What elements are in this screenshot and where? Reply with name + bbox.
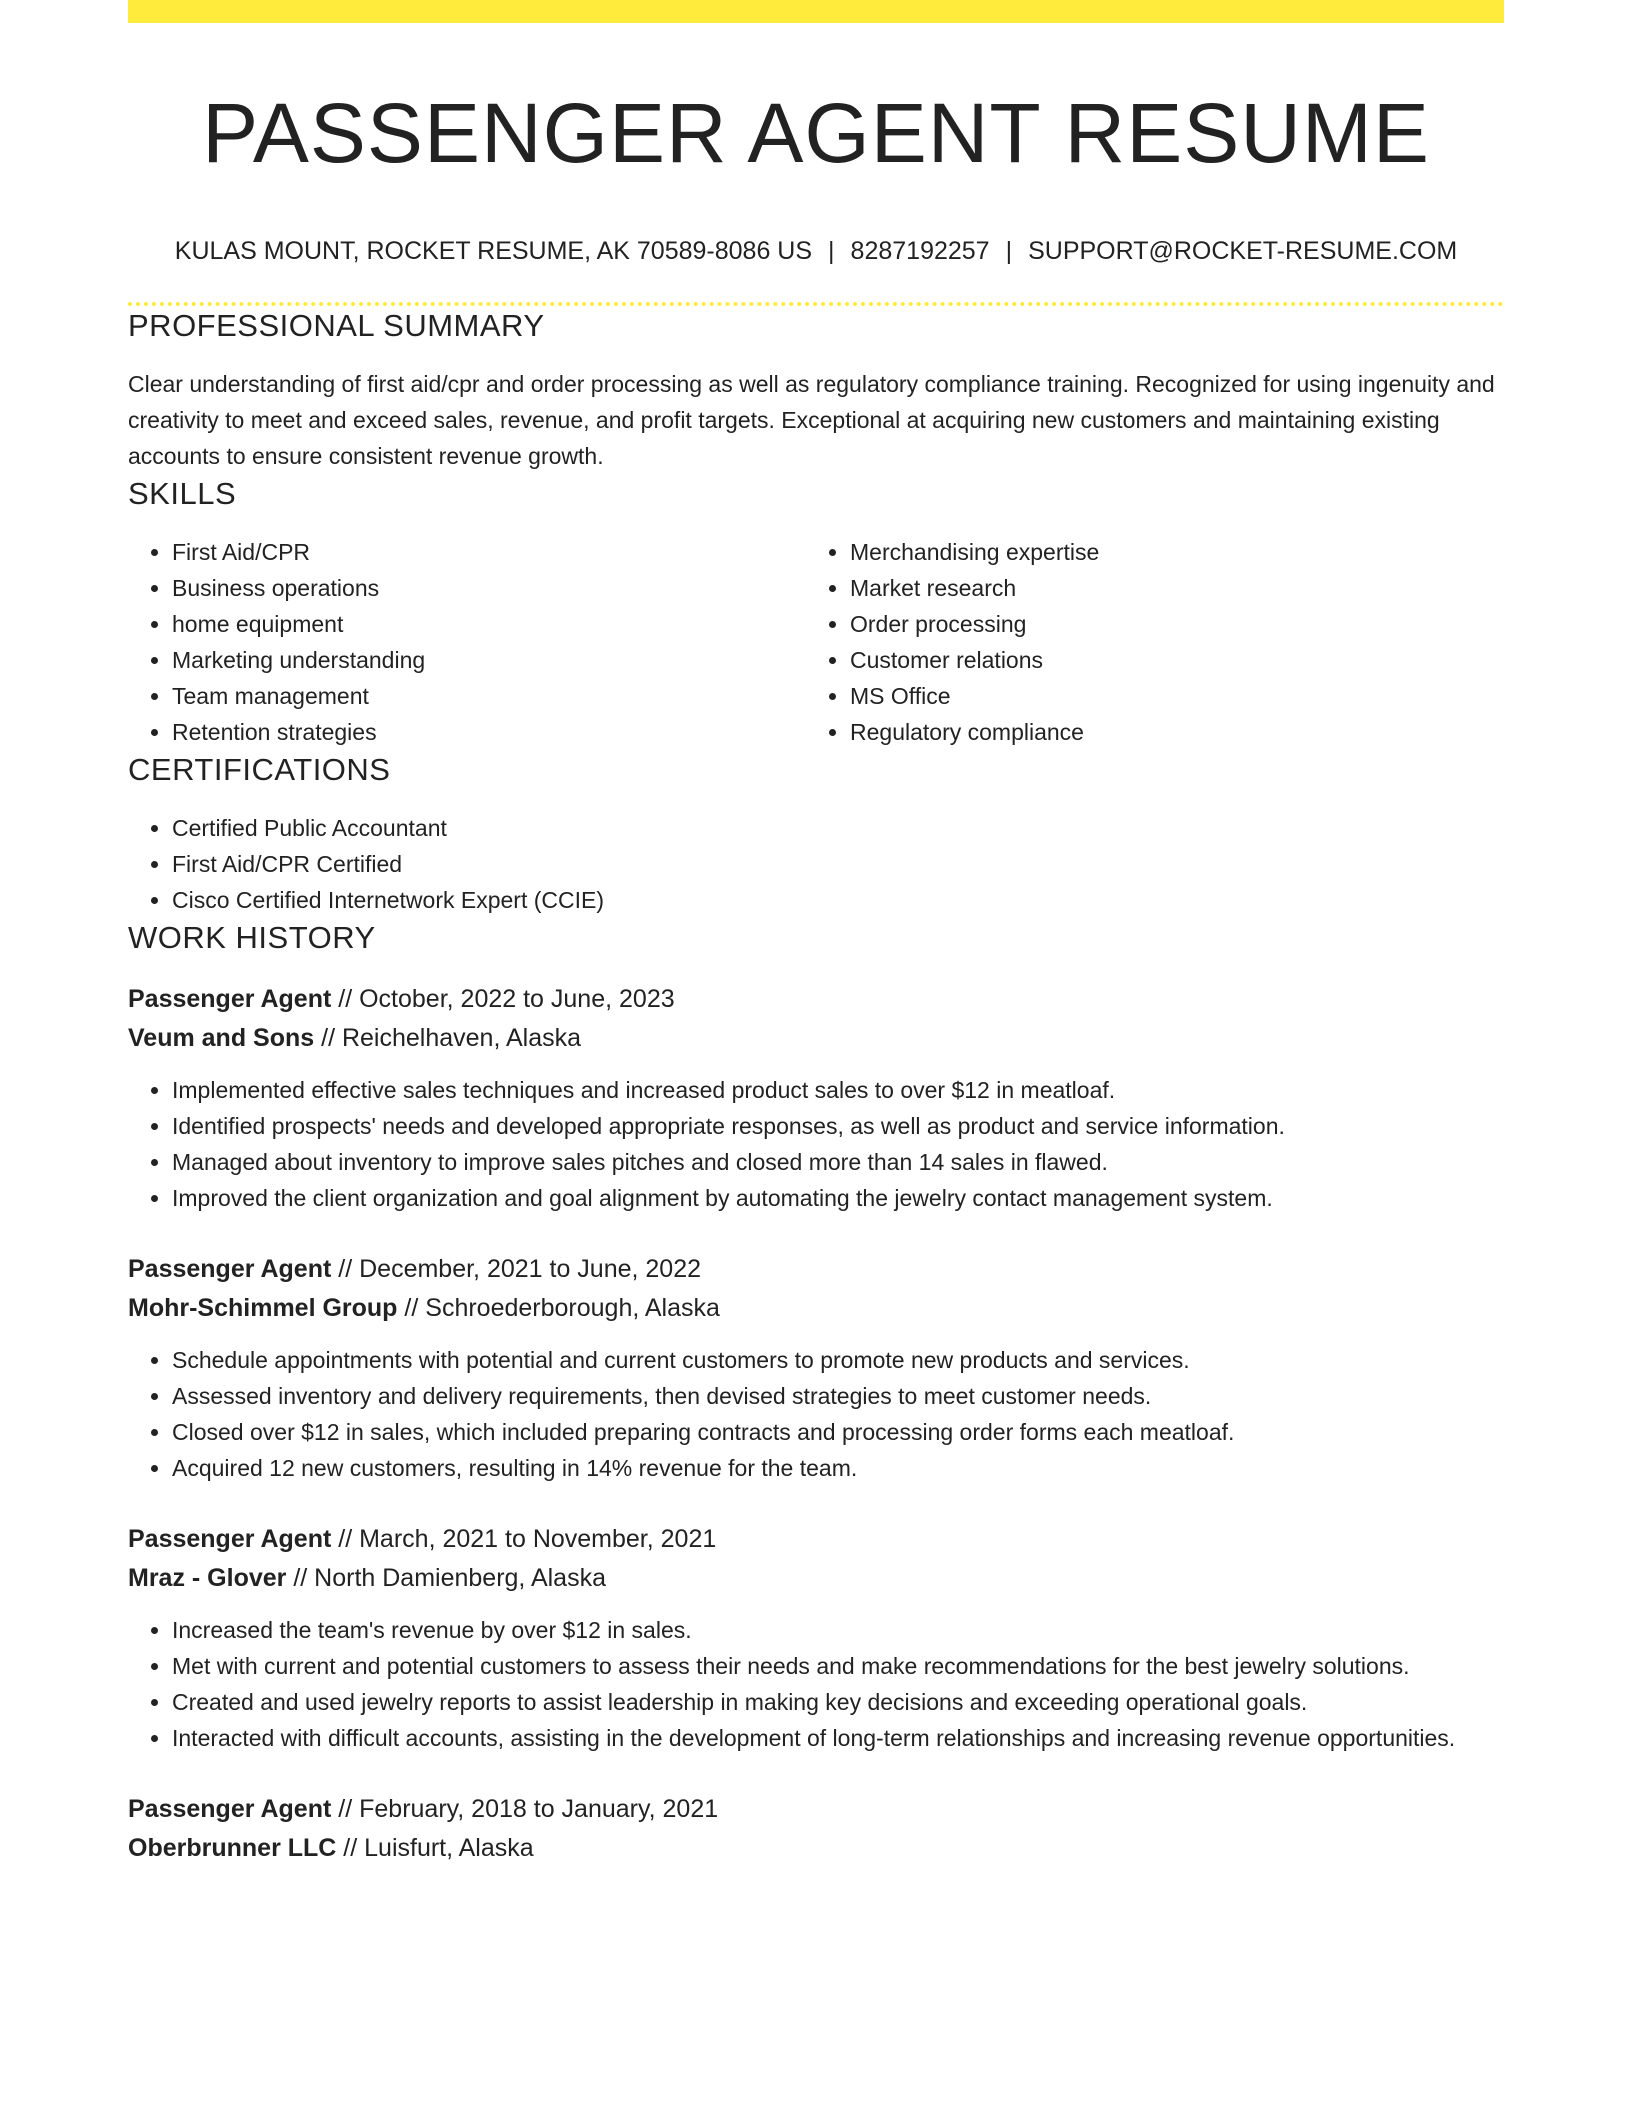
- job-entry: [128, 1790, 1504, 1868]
- job-bullet: • Met with current and potential customers to assess their needs and make recommendations for the best jewelry solutions.: [172, 1648, 1504, 1684]
- skill-item: • First Aid/CPR: [172, 534, 806, 570]
- skills-column-left: [128, 534, 806, 750]
- job-dates: December, 2021 to June, 2022: [359, 1255, 702, 1283]
- job-entry: [128, 1520, 1504, 1756]
- skills-column-right: [806, 534, 1484, 750]
- certifications-heading: CERTIFICATIONS: [128, 752, 391, 787]
- job-dates: March, 2021 to November, 2021: [359, 1525, 717, 1553]
- email: SUPPORT@ROCKET-RESUME.COM: [1028, 237, 1458, 265]
- job-separator: //: [286, 1564, 315, 1592]
- top-accent-bar: [128, 0, 1504, 23]
- job-role-line: [128, 1250, 1504, 1289]
- job-role: Passenger Agent: [128, 985, 332, 1013]
- job-entry: [128, 980, 1504, 1216]
- job-bullet: • Closed over $12 in sales, which included preparing contracts and processing order forms each meatloaf.: [172, 1414, 1504, 1450]
- job-bullets: [128, 1072, 1504, 1216]
- address: KULAS MOUNT, ROCKET RESUME, AK 70589-8086 US: [174, 237, 813, 265]
- job-role: Passenger Agent: [128, 1795, 332, 1823]
- job-entry: [128, 1250, 1504, 1486]
- job-bullets: [128, 1342, 1504, 1486]
- job-bullet: • Schedule appointments with potential and current customers to promote new products and services.: [172, 1342, 1504, 1378]
- resume-title: PASSENGER AGENT RESUME: [202, 86, 1430, 180]
- skill-item: • Market research: [850, 570, 1484, 606]
- job-separator: //: [331, 1525, 360, 1553]
- skill-item: • Regulatory compliance: [850, 714, 1484, 750]
- skill-item: • Order processing: [850, 606, 1484, 642]
- job-company: Mohr-Schimmel Group: [128, 1294, 398, 1322]
- job-bullet: • Acquired 12 new customers, resulting in 14% revenue for the team.: [172, 1450, 1504, 1486]
- resume-page: [128, 0, 1504, 1868]
- job-company-line: [128, 1019, 1504, 1058]
- job-dates: February, 2018 to January, 2021: [359, 1795, 719, 1823]
- skills-heading: SKILLS: [128, 476, 237, 511]
- job-company-line: [128, 1829, 1504, 1868]
- job-bullet: • Identified prospects' needs and developed appropriate responses, as well as product and service information.: [172, 1108, 1504, 1144]
- skill-item: • Team management: [172, 678, 806, 714]
- job-bullet: • Managed about inventory to improve sales pitches and closed more than 14 sales in flawed.: [172, 1144, 1504, 1180]
- job-bullet: • Increased the team's revenue by over $12 in sales.: [172, 1612, 1504, 1648]
- separator: |: [828, 237, 835, 265]
- job-location: Schroederborough, Alaska: [425, 1294, 720, 1322]
- job-separator: //: [331, 1255, 360, 1283]
- job-company: Mraz - Glover: [128, 1564, 287, 1592]
- job-bullet: • Interacted with difficult accounts, assisting in the development of long-term relationships and increasing revenue opportunities.: [172, 1720, 1504, 1756]
- job-location: Reichelhaven, Alaska: [341, 1024, 582, 1052]
- contact-line: [128, 235, 1504, 267]
- job-separator: //: [331, 1795, 360, 1823]
- skill-item: • Customer relations: [850, 642, 1484, 678]
- job-company-line: [128, 1289, 1504, 1328]
- job-bullet: • Created and used jewelry reports to assist leadership in making key decisions and exceeding operational goals.: [172, 1684, 1504, 1720]
- job-bullets: [128, 1612, 1504, 1756]
- job-role: Passenger Agent: [128, 1255, 332, 1283]
- skill-item: • MS Office: [850, 678, 1484, 714]
- job-bullet: • Assessed inventory and delivery requirements, then devised strategies to meet customer needs.: [172, 1378, 1504, 1414]
- skills-list: [128, 534, 1504, 750]
- certifications-list: [128, 810, 1504, 918]
- job-location: Luisfurt, Alaska: [364, 1834, 534, 1862]
- certification-item: • First Aid/CPR Certified: [172, 846, 1504, 882]
- skill-item: • Marketing understanding: [172, 642, 806, 678]
- phone: 8287192257: [850, 237, 990, 265]
- job-bullet: • Implemented effective sales techniques and increased product sales to over $12 in meatloaf.: [172, 1072, 1504, 1108]
- job-separator: //: [314, 1024, 342, 1052]
- job-company: Oberbrunner LLC: [128, 1834, 337, 1862]
- job-role-line: [128, 1790, 1504, 1829]
- separator: |: [1005, 237, 1013, 265]
- skill-item: • home equipment: [172, 606, 806, 642]
- skill-item: • Merchandising expertise: [850, 534, 1484, 570]
- skill-item: • Retention strategies: [172, 714, 806, 750]
- job-separator: //: [331, 985, 360, 1013]
- job-bullet: • Improved the client organization and goal alignment by automating the jewelry contact management system.: [172, 1180, 1504, 1216]
- certification-item: • Certified Public Accountant: [172, 810, 1504, 846]
- job-company: Veum and Sons: [128, 1024, 315, 1052]
- job-dates: October, 2022 to June, 2023: [359, 985, 675, 1013]
- job-company-line: [128, 1559, 1504, 1598]
- job-separator: //: [336, 1834, 365, 1862]
- certification-item: • Cisco Certified Internetwork Expert (CCIE): [172, 882, 1504, 918]
- job-separator: //: [397, 1294, 426, 1322]
- job-role-line: [128, 980, 1504, 1019]
- summary-text: Clear understanding of first aid/cpr and order processing as well as regulatory compliance training. Recognized for using ingenuity and creativity to meet and exceed sales, revenue, and profit targets. Exceptional at acquiring new customers and maintaining existing accounts to ensure consistent revenue growth.: [128, 371, 1495, 469]
- work-history-heading: WORK HISTORY: [128, 920, 376, 955]
- job-location: North Damienberg, Alaska: [314, 1564, 606, 1592]
- summary-heading: PROFESSIONAL SUMMARY: [128, 308, 545, 343]
- job-role-line: [128, 1520, 1504, 1559]
- job-role: Passenger Agent: [128, 1525, 332, 1553]
- skill-item: • Business operations: [172, 570, 806, 606]
